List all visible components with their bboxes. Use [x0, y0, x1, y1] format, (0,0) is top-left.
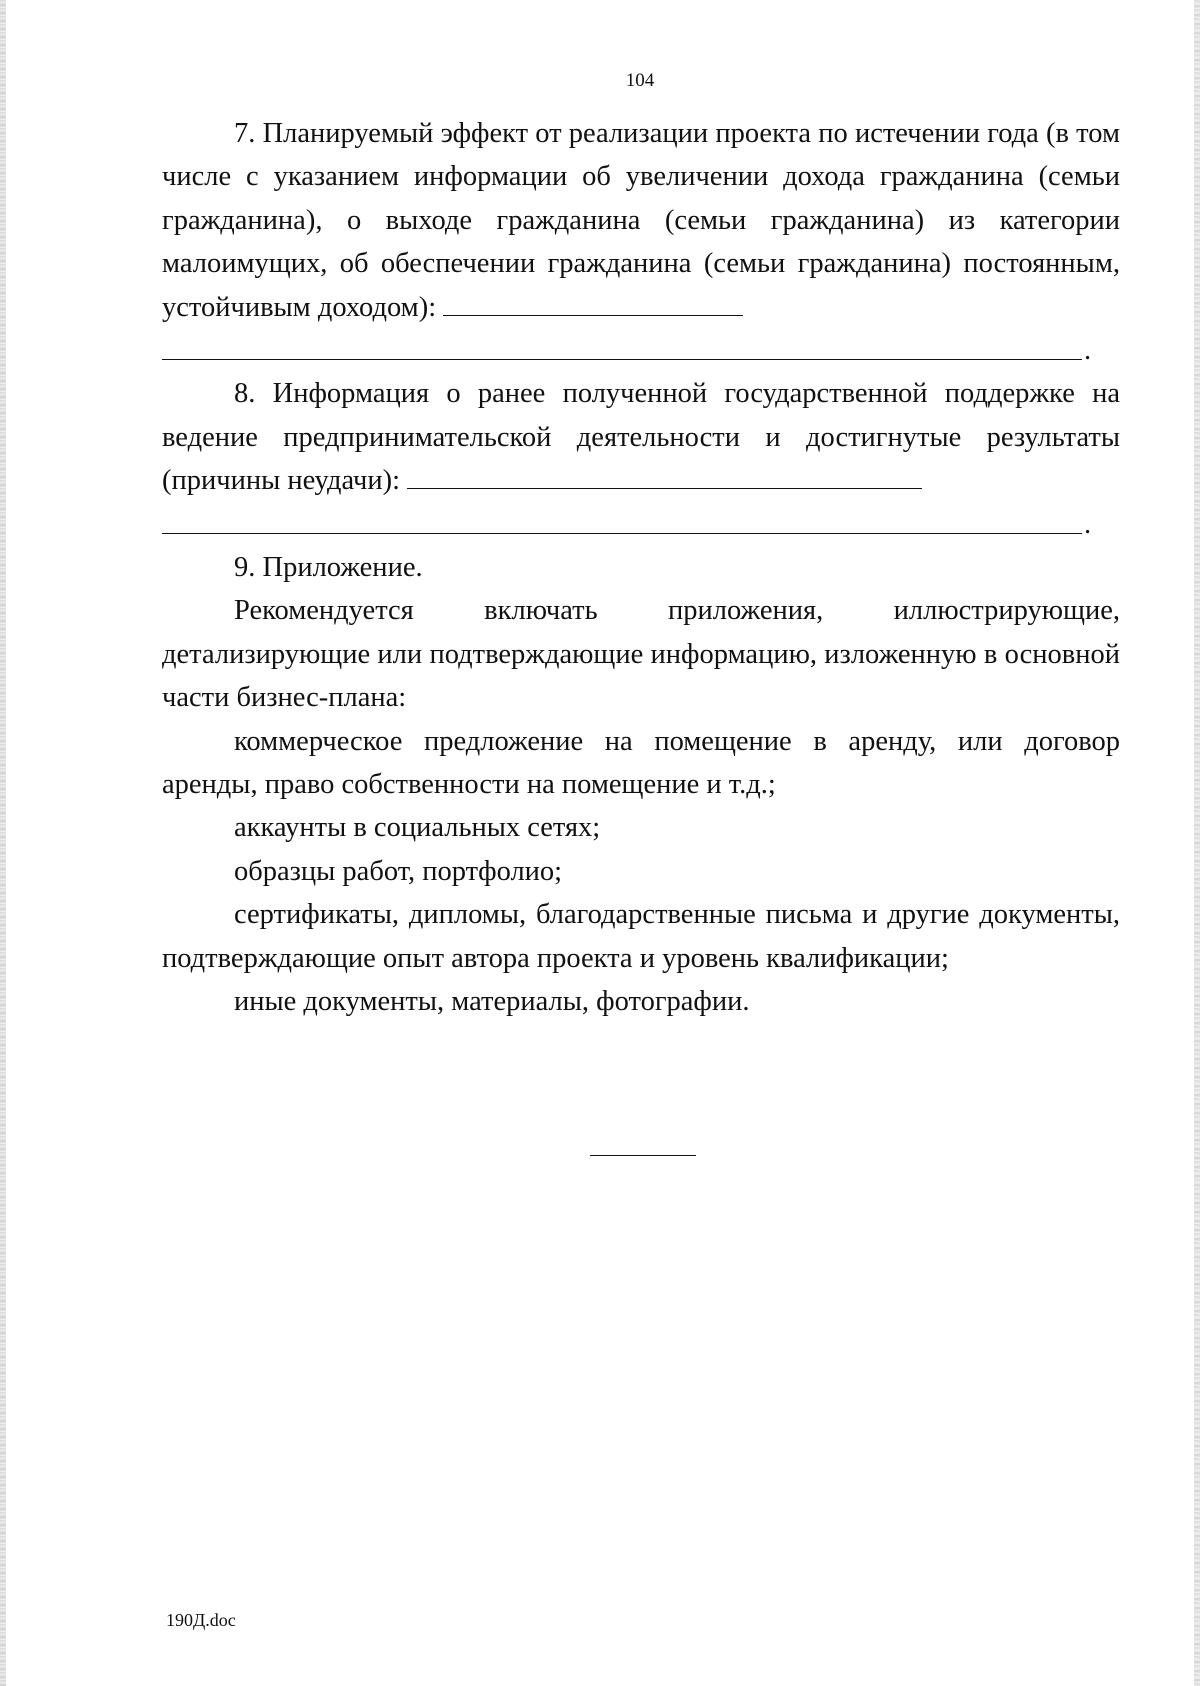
section-7-blank-line	[162, 329, 1120, 372]
section-7-end-mark: .	[1084, 335, 1092, 367]
appendix-item: образцы работ, портфолио;	[234, 855, 563, 887]
section-8-text: 8. Информация о ранее полученной государственной поддержке на ведение предпринимательской деятельности и достигнутые результаты (причины неудачи):	[162, 378, 1120, 497]
closing-rule	[590, 1155, 696, 1156]
section-8-underline	[162, 533, 1082, 534]
section-9-heading: 9. Приложение.	[234, 552, 423, 584]
section-7-underline	[162, 359, 1082, 360]
scan-edge-left	[0, 0, 6, 1686]
section-8-paragraph	[162, 372, 1120, 502]
document-body	[162, 112, 1120, 1024]
appendix-item: сертификаты, дипломы, благодарственные письма и другие документы, подтверждающие опыт автора проекта и уровень квалификации;	[162, 899, 1120, 974]
footer-file-name: 190Д.doc	[166, 1610, 236, 1630]
section-8-fill-line	[407, 462, 922, 489]
page-number: 104	[625, 70, 655, 91]
section-9-intro: Рекомендуется включать приложения, иллюстрирующие, детализирующие или подтверждающие информацию, изложенную в основной части бизнес-плана:	[162, 595, 1120, 714]
section-8-blank-line	[162, 503, 1120, 546]
section-8-end-mark: .	[1084, 508, 1092, 540]
appendix-item: коммерческое предложение на помещение в аренду, или договор аренды, право собственности на помещение и т.д.;	[162, 725, 1120, 801]
appendix-item: иные документы, материалы, фотографии.	[234, 986, 750, 1018]
appendix-item: аккаунты в социальных сетях;	[234, 812, 601, 844]
section-7-fill-line	[443, 289, 743, 316]
scan-edge-right	[1194, 0, 1200, 1686]
section-7-paragraph	[162, 112, 1120, 329]
section-7-text: 7. Планируемый эффект от реализации проекта по истечении года (в том числе с указанием информации об увеличении дохода гражданина (семьи гражданина), о выходе гражданина (семьи гражданина) из категории малоимущих, об обеспечении гражданина (семьи гражданина) постоянным, устойчивым доходом):	[162, 118, 1120, 323]
